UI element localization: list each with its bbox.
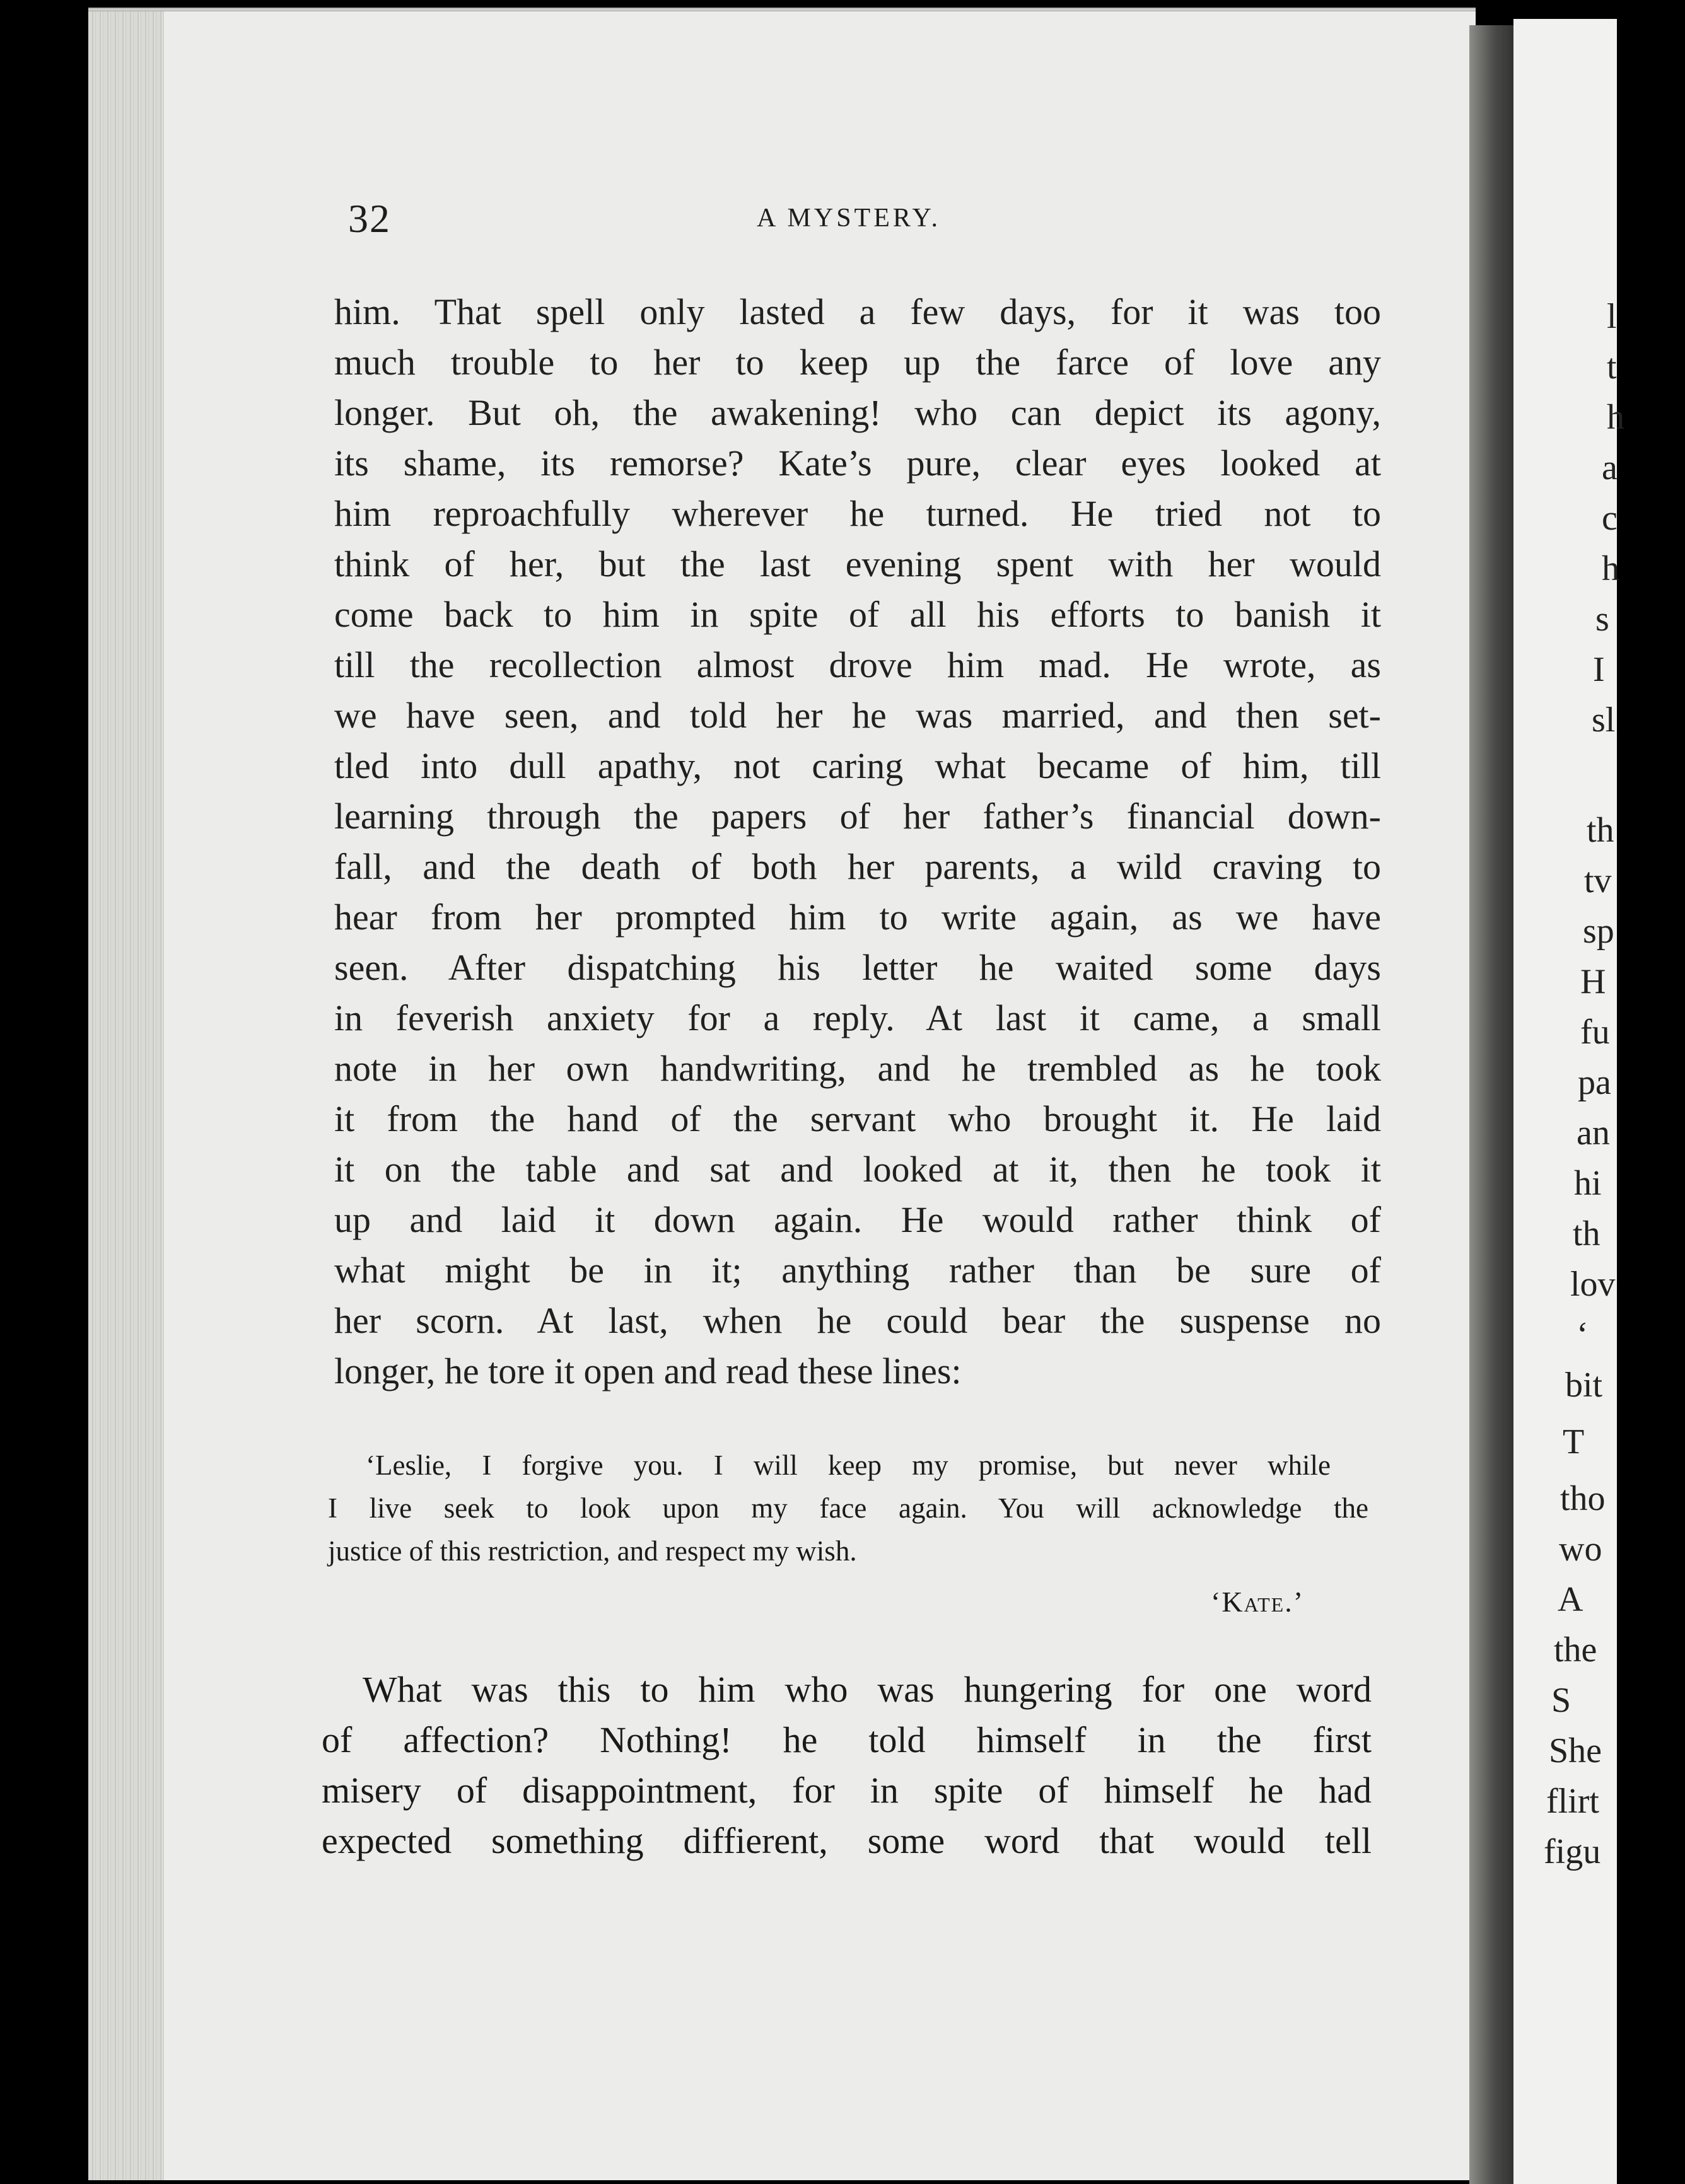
page-title: A MYSTERY. [757, 204, 941, 233]
text-line: in feverish anxiety for a reply. At last it came, a small [334, 997, 1381, 1038]
closing-paragraph [322, 1664, 1372, 1866]
right-fragment: tv [1584, 861, 1612, 900]
text-line: much trouble to her to keep up the farce of love any [334, 342, 1381, 383]
right-fragment: S [1551, 1681, 1571, 1720]
right-fragment: h [1607, 398, 1624, 437]
right-fragment: sp [1583, 912, 1614, 951]
text-line: till the recollection almost drove him mad. He wrote, as [334, 644, 1381, 685]
right-fragment: th [1573, 1214, 1600, 1253]
right-fragment: h [1602, 549, 1619, 588]
text-line: expected something diffierent, some word that would tell [322, 1820, 1372, 1861]
right-fragment: pa [1578, 1063, 1611, 1102]
text-line: What was this to him who was hungering for one word [363, 1669, 1372, 1710]
text-line: seen. After dispatching his letter he waited some days [334, 947, 1381, 988]
text-line: what might be in it; anything rather than be sure of [334, 1250, 1381, 1291]
text-line: its shame, its remorse? Kate’s pure, clear eyes looked at [334, 443, 1381, 484]
right-fragment: flirt [1546, 1782, 1599, 1821]
right-fragment: bit [1565, 1366, 1603, 1405]
page-number: 32 [348, 196, 391, 241]
right-fragment: an [1577, 1113, 1610, 1153]
quoted-letter [328, 1444, 1368, 1572]
body-paragraph [334, 287, 1381, 1397]
text-line: hear from her prompted him to write again, as we have [334, 897, 1381, 938]
letter-line: justice of this restriction, and respect my wish. [328, 1535, 857, 1567]
text-line: up and laid it down again. He would rather think of [334, 1199, 1381, 1240]
right-fragment: l [1607, 297, 1617, 336]
right-fragment: s [1595, 600, 1609, 639]
text-line: it on the table and sat and looked at it, then he took it [334, 1149, 1381, 1190]
letter-line: I live seek to look upon my face again. You will acknowledge the [328, 1492, 1368, 1524]
right-fragment: fu [1580, 1013, 1610, 1052]
running-head [0, 189, 1617, 240]
right-fragment: t [1607, 347, 1617, 386]
book-gutter [1469, 25, 1520, 2184]
letter-line: ‘Leslie, I forgive you. I will keep my promise, but never while [366, 1449, 1331, 1481]
text-line: learning through the papers of her father’s financial down- [334, 796, 1381, 837]
text-line: fall, and the death of both her parents, a wild craving to [334, 846, 1381, 887]
text-line: come back to him in spite of all his efforts to banish it [334, 594, 1381, 635]
text-line: misery of disappointment, for in spite of himself he had [322, 1770, 1372, 1811]
right-fragment: figu [1544, 1832, 1601, 1871]
text-line: tled into dull apathy, not caring what became of him, till [334, 745, 1381, 786]
right-fragment: H [1580, 962, 1606, 1001]
right-fragment: She [1549, 1731, 1602, 1770]
text-line: of affection? Nothing! he told himself in the first [322, 1719, 1372, 1760]
right-fragment: tho [1560, 1479, 1606, 1518]
right-fragment: the [1554, 1630, 1597, 1670]
text-line: it from the hand of the servant who brought it. He laid [334, 1098, 1381, 1139]
right-fragment: ‘ [1577, 1315, 1589, 1354]
right-fragment: th [1587, 811, 1614, 850]
letter-signature: ‘Kate.’ [1211, 1586, 1305, 1618]
text-line: her scorn. At last, when he could bear the suspense no [334, 1300, 1381, 1341]
text-line: think of her, but the last evening spent with her would [334, 543, 1381, 584]
right-fragment: A [1558, 1580, 1583, 1619]
text-line: longer. But oh, the awakening! who can depict its agony, [334, 392, 1381, 433]
text-line: him. That spell only lasted a few days, for it was too [334, 291, 1381, 332]
right-fragment: a [1602, 448, 1618, 487]
text-line: note in her own handwriting, and he trembled as he took [334, 1048, 1381, 1089]
right-fragment: lov [1570, 1265, 1616, 1304]
right-fragment: c [1602, 499, 1618, 538]
text-line: longer, he tore it open and read these lines: [334, 1350, 962, 1391]
right-fragment: T [1563, 1422, 1585, 1461]
page-edge-stack [88, 11, 164, 2180]
text-line: we have seen, and told her he was married, and then set- [334, 695, 1381, 736]
right-fragment: I [1593, 650, 1605, 689]
right-fragment: hi [1574, 1164, 1602, 1203]
right-fragment: sl [1592, 700, 1616, 740]
right-fragment: wo [1559, 1530, 1602, 1569]
text-line: him reproachfully wherever he turned. He tried not to [334, 493, 1381, 534]
